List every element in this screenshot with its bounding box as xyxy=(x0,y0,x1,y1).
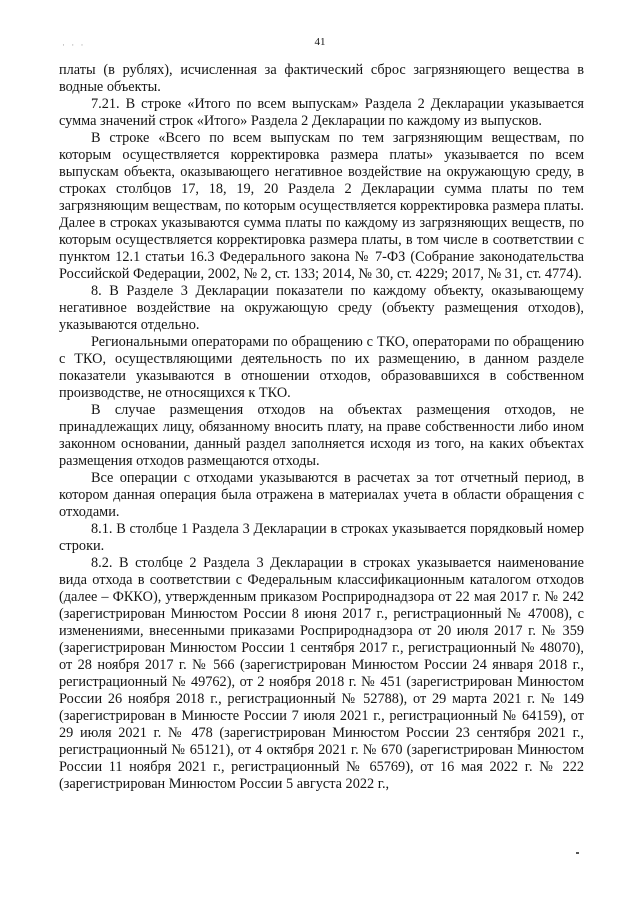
document-body xyxy=(59,62,584,793)
paragraph-total-all-outlets: В строке «Всего по всем выпускам по тем загрязняющим веществам, по которым осуществляется корректировка размера платы» указывается по всем выпускам объекта, оказывающего негативное воздействие на окружающую среду, в строках столбцов 17, 18, 19, 20 Раздела 2 Декларации сумма платы по тем загрязняющим веществам, по которым осуществляется корректировка размера платы. Далее в строках указываются сумма платы по каждому из загрязняющих веществ, по которым осуществляется корректировка размера платы, в том числе в соответствии с пунктом 12.1 статьи 16.3 Федерального закона № 7-ФЗ (Собрание законодательства Российской Федерации, 2002, № 2, ст. 133; 2014, № 30, ст. 4229; 2017, № 31, ст. 4774). xyxy=(59,130,584,282)
page-number: 41 xyxy=(314,36,326,48)
paragraph-8-1: 8.1. В столбце 1 Раздела 3 Декларации в строках указывается порядковый номер строки. xyxy=(59,521,584,554)
paragraph-8: 8. В Разделе 3 Декларации показатели по каждому объекту, оказывающему негативное воздействие на окружающую среду (объекту размещения отходов), указываются отдельно. xyxy=(59,283,584,333)
paragraph-7-21: 7.21. В строке «Итого по всем выпускам» Раздела 2 Декларации указывается сумма значений строк «Итого» Раздела 2 Декларации по каждому из выпусков. xyxy=(59,96,584,129)
paragraph-8-2: 8.2. В столбце 2 Раздела 3 Декларации в строках указывается наименование вида отхода в соответствии с Федеральным классификационным каталогом отходов (далее – ФККО), утвержденным приказом Росприроднадзора от 22 мая 2017 г. № 242 (зарегистрирован Минюстом России 8 июня 2017 г., регистрационный № 47008), с изменениями, внесенными приказами Росприроднадзора от 20 июля 2017 г. № 359 (зарегистрирован Минюстом России 1 сентября 2017 г., регистрационный № 48070), от 28 ноября 2017 г. № 566 (зарегистрирован Минюстом России 24 января 2018 г., регистрационный № 49762), от 2 ноября 2018 г. № 451 (зарегистрирован Минюстом России 26 ноября 2018 г., регистрационный № 52788), от 29 марта 2021 г. № 149 (зарегистрирован в Минюсте России 7 июля 2021 г., регистрационный № 64159), от 29 июля 2021 г. № 478 (зарегистрирован Минюстом России 23 сентября 2021 г., регистрационный № 65121), от 4 октября 2021 г. № 670 (зарегистрирован Минюстом России 11 ноября 2021 г., регистрационный № 65769), от 16 мая 2022 г. № 222 (зарегистрирован Минюстом России 5 августа 2022 г., xyxy=(59,555,584,792)
paragraph-waste-operations: Все операции с отходами указываются в расчетах за тот отчетный период, в котором данная операция была отражена в материалах учета в области обращения с отходами. xyxy=(59,470,584,520)
paragraph-waste-placement: В случае размещения отходов на объектах размещения отходов, не принадлежащих лицу, обязанному вносить плату, на праве собственности либо ином законном основании, данный раздел заполняется исходя из того, на каких объектах размещения отходов размещаются отходы. xyxy=(59,402,584,469)
paragraph-regional-operators: Региональными операторами по обращению с ТКО, операторами по обращению с ТКО, осуществляющими деятельность по их размещению, в данном разделе показатели указываются в отношении отходов, образовавшихся в собственном производстве, не относящихся к ТКО. xyxy=(59,334,584,401)
paragraph-continuation: платы (в рублях), исчисленная за фактический сброс загрязняющего вещества в водные объекты. xyxy=(59,62,584,95)
scan-specks: · · · xyxy=(62,40,86,50)
scan-mark xyxy=(576,852,579,854)
